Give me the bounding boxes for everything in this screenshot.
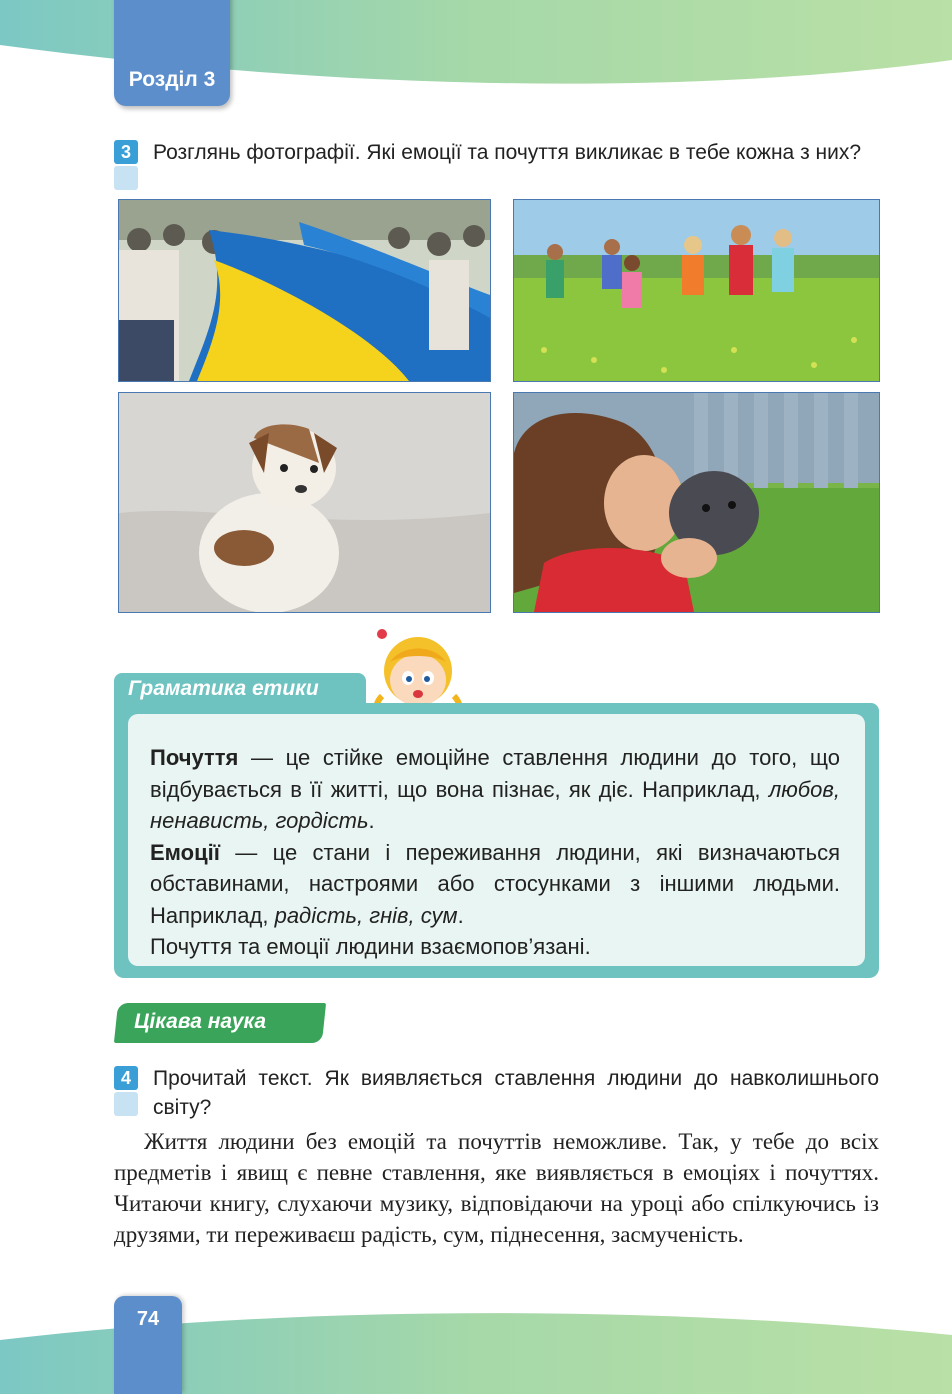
task-3-text: Розглянь фотографії. Які емоції та почуття викликає в тебе кожна з них?: [153, 141, 862, 164]
photo-flag-crowd: [118, 199, 491, 382]
emotions-examples: радість, гнів, сум: [274, 902, 458, 928]
section-label: Розділ 3: [128, 68, 216, 91]
grammar-conclusion: Почуття та емоції людини взаємопов’язані.: [150, 934, 591, 959]
photo-children-running: [513, 199, 880, 382]
photo-puppy-sitting: [118, 392, 491, 613]
interesting-science-label: Цікава наука: [134, 1010, 267, 1033]
interesting-science-tab: [114, 1003, 326, 1043]
grammar-ethics-box: [114, 703, 879, 978]
emotions-definition: Емоції — це стани і переживання людини, які визначаються обставинами, настроями або стосунками з іншими людьми. Наприклад, радість, гнів, сум.: [150, 839, 840, 928]
page-number-tab: [114, 1296, 182, 1394]
task-3-number: 3: [114, 140, 138, 164]
reading-paragraph: Життя людини без емоцій та почуттів неможливе. Так, у тебе до всіх предметів і явищ є певне ставлення, яке виявляється в емоціях і почуттях. Читаючи книгу, слухаючи музику, відповідаючи на уроці або спілкуючись із друзями, ти переживаєш радість, сум, піднесення, засмученість.: [114, 1129, 879, 1247]
task-4-marker: [114, 1092, 138, 1116]
task-3-marker: [114, 166, 138, 190]
emotions-term: Емоції: [150, 839, 220, 865]
reading-text: [114, 1126, 879, 1250]
feelings-term: Почуття: [150, 745, 239, 770]
emotions-def: — це стани і переживання людини, які визначаються обставинами, настроями або стосунками з іншими людьми. Наприклад,: [150, 839, 840, 928]
grammar-ethics-text: [150, 742, 840, 963]
feelings-def: — це стійке емоційне ставлення людини до того, що відбувається в її житті, що вона пізнає, як діє. Наприклад,: [150, 745, 840, 802]
section-tab: [114, 0, 230, 106]
grammar-ethics-label: Граматика етики: [128, 677, 319, 700]
photo-girl-with-puppy: [513, 392, 880, 613]
task-4-text: Прочитай текст. Як виявляється ставлення людини до навколишнього світу?: [153, 1067, 879, 1119]
feelings-definition: Почуття — це стійке емоційне ставлення людини до того, що відбувається в її житті, що вона пізнає, як діє. Наприклад, любов, ненависть, гордість.: [150, 745, 840, 833]
grammar-ethics-inner: [128, 714, 865, 966]
feelings-examples: любов, ненависть, гордість: [150, 776, 840, 833]
page-number: 74: [136, 1308, 160, 1330]
task-4-number: 4: [114, 1066, 138, 1090]
